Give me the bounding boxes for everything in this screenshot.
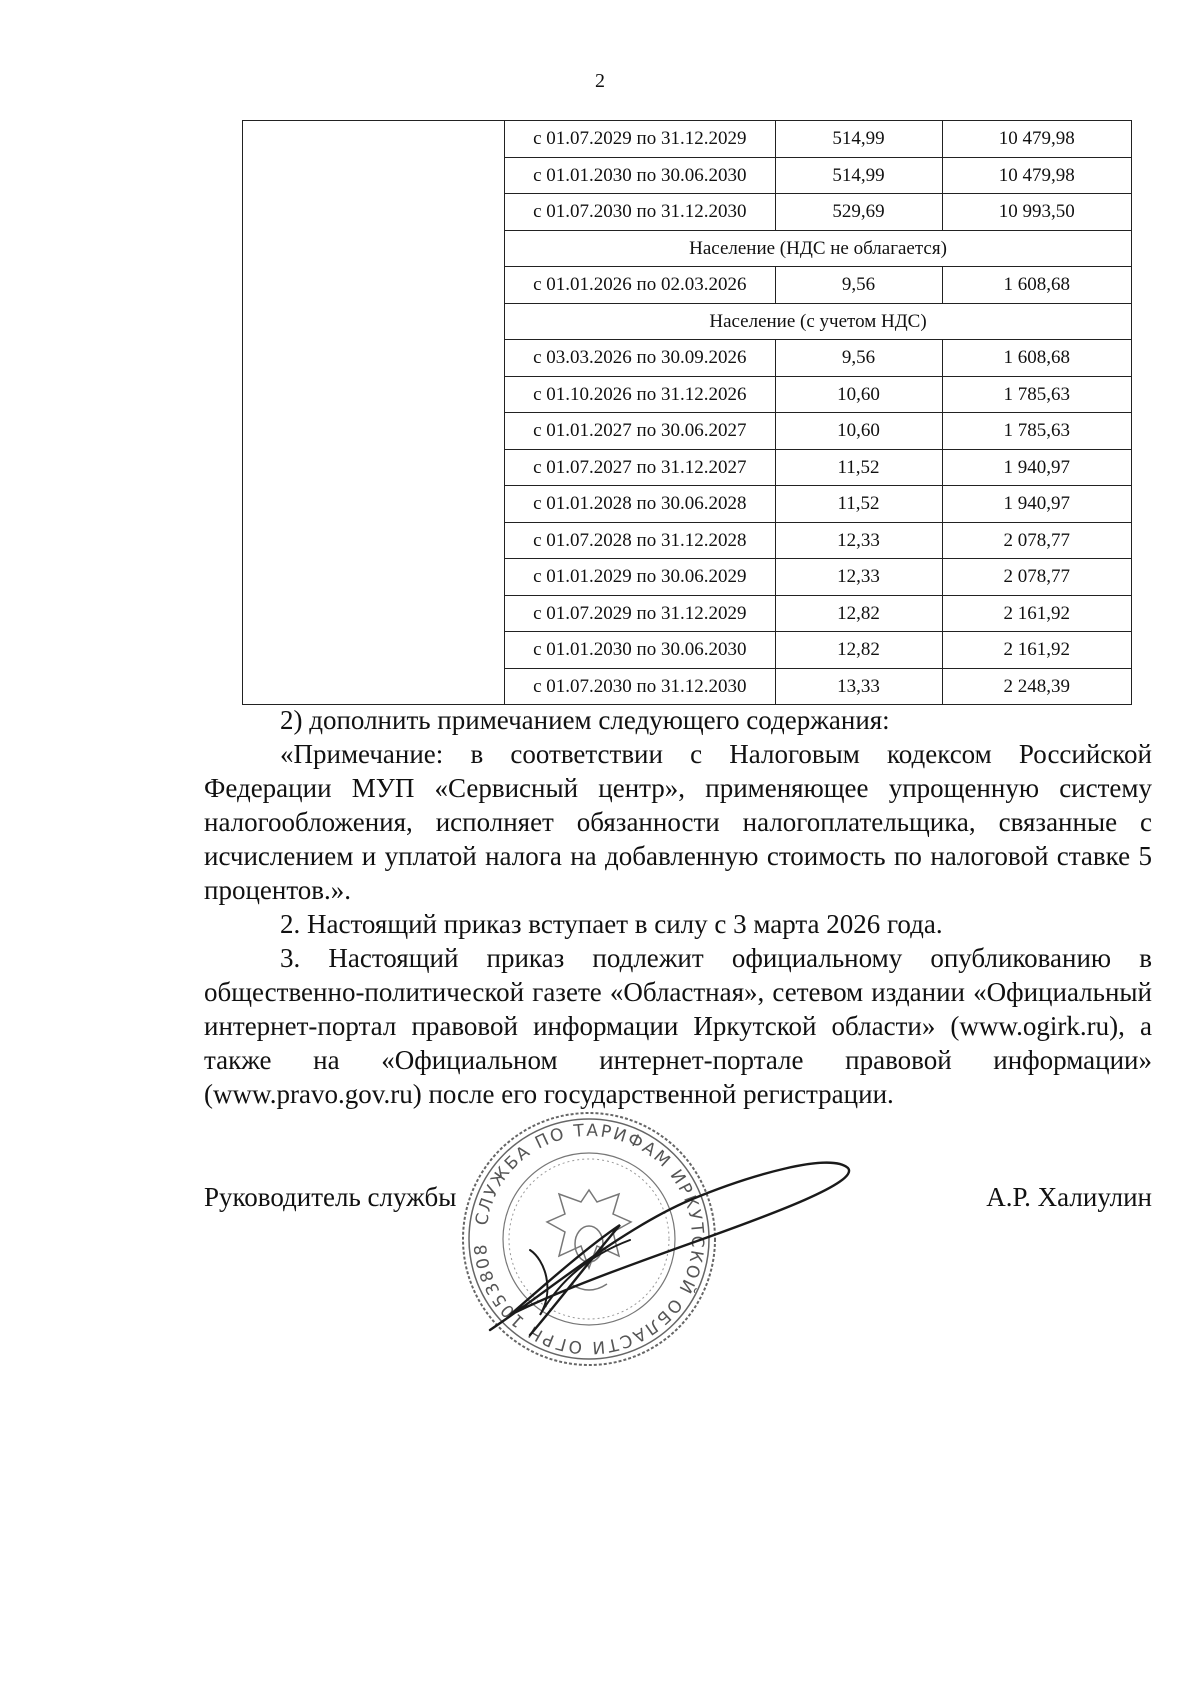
heat-rate-cell: 2 078,77	[942, 559, 1132, 596]
body-text	[204, 703, 1152, 1111]
item-2: 2) дополнить примечанием следующего содержания:	[280, 705, 890, 735]
tariff-table	[242, 120, 1132, 705]
seal-ring-text: СЛУЖБА ПО ТАРИФАМ ИРКУТСКОЙ ОБЛАСТИ ОГРН 1053808	[470, 1120, 708, 1358]
rate-cell: 529,69	[775, 194, 942, 231]
clause-2: 2. Настоящий приказ вступает в силу с 3 марта 2026 года.	[280, 909, 943, 939]
heat-rate-cell: 2 161,92	[942, 632, 1132, 669]
heat-rate-cell: 1 785,63	[942, 376, 1132, 413]
period-cell: с 01.07.2030 по 31.12.2030	[505, 668, 776, 705]
heat-rate-cell: 1 608,68	[942, 267, 1132, 304]
clause-3: 3. Настоящий приказ подлежит официальному опубликованию в общественно-политической газете «Областная», сетевом издании «Официальный интернет-портал правовой информации Иркутской области» (www.ogirk.ru), а также на «Официальном интернет-портале правовой информации» (www.pravo.gov.ru) после его государственной регистрации.	[204, 943, 1152, 1109]
rate-cell: 12,33	[775, 522, 942, 559]
rate-cell: 9,56	[775, 267, 942, 304]
signer-name: А.Р. Халиулин	[986, 1182, 1152, 1212]
period-cell: с 01.01.2027 по 30.06.2027	[505, 413, 776, 450]
period-cell: с 01.01.2030 по 30.06.2030	[505, 632, 776, 669]
heat-rate-cell: 10 479,98	[942, 121, 1132, 158]
table-empty-column	[243, 121, 505, 705]
heat-rate-cell: 1 608,68	[942, 340, 1132, 377]
period-cell: с 01.01.2029 по 30.06.2029	[505, 559, 776, 596]
rate-cell: 514,99	[775, 121, 942, 158]
period-cell: с 03.03.2026 по 30.09.2026	[505, 340, 776, 377]
period-cell: с 01.07.2029 по 31.12.2029	[505, 121, 776, 158]
rate-cell: 11,52	[775, 449, 942, 486]
group-header-with-vat: Население (с учетом НДС)	[505, 303, 1132, 340]
heat-rate-cell: 1 940,97	[942, 449, 1132, 486]
rate-cell: 11,52	[775, 486, 942, 523]
period-cell: с 01.07.2028 по 31.12.2028	[505, 522, 776, 559]
heat-rate-cell: 2 248,39	[942, 668, 1132, 705]
rate-cell: 10,60	[775, 376, 942, 413]
rate-cell: 12,82	[775, 632, 942, 669]
period-cell: с 01.01.2030 по 30.06.2030	[505, 157, 776, 194]
page-number: 2	[595, 70, 605, 92]
note-paragraph: «Примечание: в соответствии с Налоговым кодексом Российской Федерации МУП «Сервисный центр», применяющее упрощенную систему налогообложения, исполняет обязанности налогоплательщика, связанные с исчислением и уплатой налога на добавленную стоимость по налоговой ставке 5 процентов.».	[204, 739, 1152, 905]
heat-rate-cell: 1 940,97	[942, 486, 1132, 523]
rate-cell: 12,82	[775, 595, 942, 632]
heat-rate-cell: 10 993,50	[942, 194, 1132, 231]
table-row	[243, 121, 1132, 158]
heat-rate-cell: 2 078,77	[942, 522, 1132, 559]
group-header-no-vat: Население (НДС не облагается)	[505, 230, 1132, 267]
heat-rate-cell: 2 161,92	[942, 595, 1132, 632]
period-cell: с 01.07.2029 по 31.12.2029	[505, 595, 776, 632]
period-cell: с 01.07.2030 по 31.12.2030	[505, 194, 776, 231]
handwritten-signature-icon	[470, 1140, 860, 1350]
rate-cell: 9,56	[775, 340, 942, 377]
signer-title: Руководитель службы	[204, 1182, 457, 1212]
period-cell: с 01.10.2026 по 31.12.2026	[505, 376, 776, 413]
rate-cell: 13,33	[775, 668, 942, 705]
rate-cell: 12,33	[775, 559, 942, 596]
rate-cell: 514,99	[775, 157, 942, 194]
heat-rate-cell: 10 479,98	[942, 157, 1132, 194]
period-cell: с 01.01.2028 по 30.06.2028	[505, 486, 776, 523]
rate-cell: 10,60	[775, 413, 942, 450]
period-cell: с 01.07.2027 по 31.12.2027	[505, 449, 776, 486]
heat-rate-cell: 1 785,63	[942, 413, 1132, 450]
period-cell: с 01.01.2026 по 02.03.2026	[505, 267, 776, 304]
